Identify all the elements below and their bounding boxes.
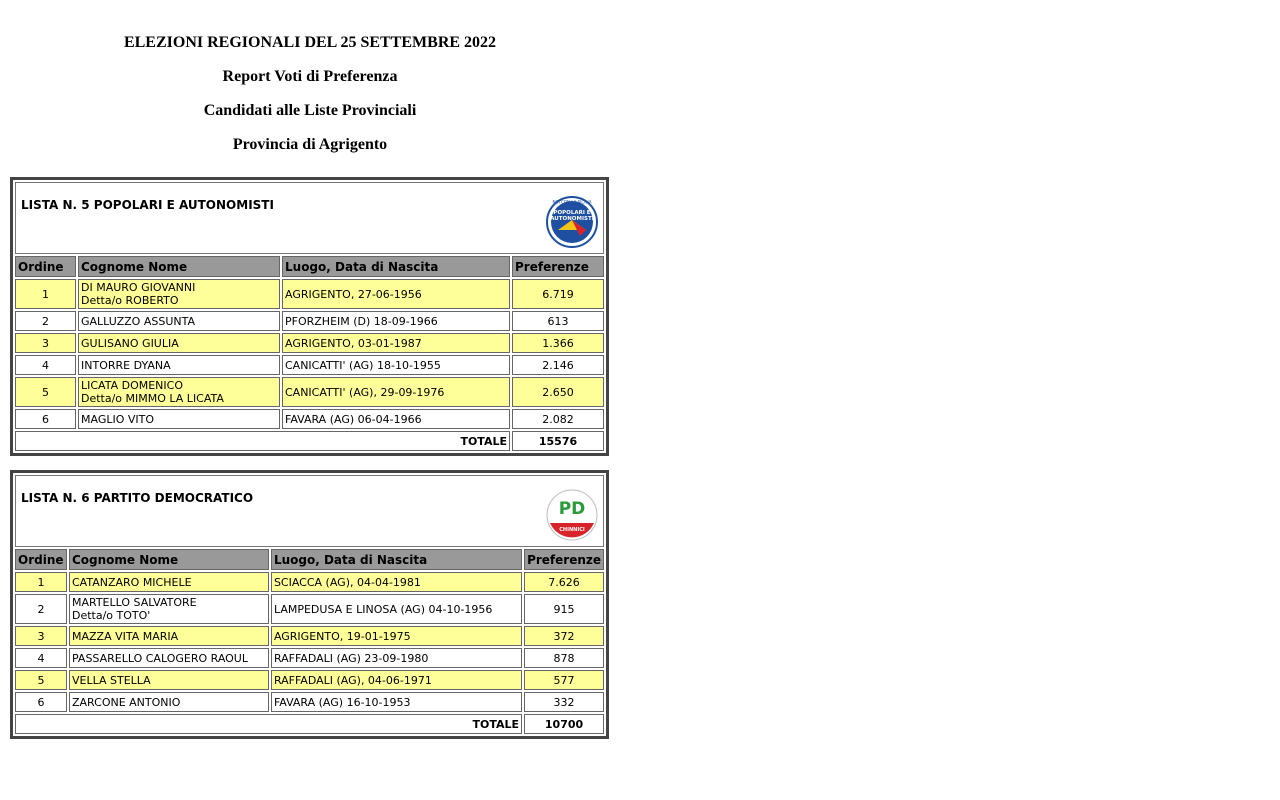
- candidate-name: DI MAURO GIOVANNI: [81, 281, 196, 294]
- totale-row: [15, 714, 604, 734]
- cell-ordine: 1: [15, 279, 76, 309]
- cell-ordine: 6: [15, 409, 76, 429]
- col-cognome-nome: Cognome Nome: [69, 549, 269, 570]
- cell-luogo-data: FAVARA (AG) 06-04-1966: [282, 409, 510, 429]
- cell-luogo-data: AGRIGENTO, 27-06-1956: [282, 279, 510, 309]
- candidate-name: GULISANO GIULIA: [81, 336, 179, 350]
- partito-democratico-logo-icon: [546, 489, 598, 541]
- table-header-row: [15, 256, 604, 277]
- table-body: [15, 572, 604, 712]
- col-preferenze: Preferenze: [512, 256, 604, 277]
- cell-preferenze: 372: [524, 626, 604, 646]
- totale-value: 10700: [524, 714, 604, 734]
- cell-luogo-data: RAFFADALI (AG), 04-06-1971: [271, 670, 522, 690]
- cell-cognome-nome: [69, 670, 269, 690]
- logo-pd-text: PD: [558, 499, 586, 519]
- candidates-table: [13, 254, 606, 453]
- table-row: [15, 626, 604, 646]
- totale-row: [15, 431, 604, 451]
- table-row: [15, 409, 604, 429]
- candidate-name: VELLA STELLA: [71, 673, 151, 687]
- cell-cognome-nome: [78, 409, 280, 429]
- candidate-name: PASSARELLO CALOGERO RAOUL: [71, 651, 248, 665]
- col-luogo-data: Luogo, Data di Nascita: [271, 549, 522, 570]
- logo-top-text: NOI CON LA SICILIA: [552, 199, 592, 205]
- col-cognome-nome: Cognome Nome: [78, 256, 280, 277]
- lista-header: [15, 475, 604, 547]
- table-row: [15, 377, 604, 407]
- table-row: [15, 670, 604, 690]
- cell-luogo-data: SCIACCA (AG), 04-04-1981: [271, 572, 522, 592]
- cell-preferenze: 2.082: [512, 409, 604, 429]
- candidate-name: GALLUZZO ASSUNTA: [81, 314, 196, 328]
- cell-preferenze: 7.626: [524, 572, 604, 592]
- totale-label: TOTALE: [15, 714, 522, 734]
- table-row: [15, 279, 604, 309]
- table-row: [15, 594, 604, 624]
- candidate-alias: Detta/o MIMMO LA LICATA: [81, 392, 224, 405]
- cell-cognome-nome: [69, 626, 269, 646]
- table-body: [15, 279, 604, 429]
- candidate-name: INTORRE DYANA: [81, 358, 171, 372]
- cell-cognome-nome: [78, 333, 280, 353]
- candidate-name: MAGLIO VITO: [81, 412, 155, 426]
- cell-ordine: 4: [15, 355, 76, 375]
- table-row: [15, 333, 604, 353]
- lista-header: [15, 182, 604, 254]
- lista-5-panel: [10, 177, 609, 456]
- logo-line1-text: POPOLARI E: [553, 210, 591, 216]
- candidate-name: MAZZA VITA MARIA: [71, 629, 179, 643]
- cell-luogo-data: CANICATTI' (AG) 18-10-1955: [282, 355, 510, 375]
- logo-bottom-text: CHINNICI: [559, 527, 585, 533]
- cell-cognome-nome: [69, 692, 269, 712]
- cell-preferenze: 2.146: [512, 355, 604, 375]
- cell-cognome-nome: [69, 594, 269, 624]
- candidates-subtitle: Candidati alle Liste Provinciali: [203, 102, 417, 119]
- cell-luogo-data: FAVARA (AG) 16-10-1953: [271, 692, 522, 712]
- logo-line2-text: AUTONOMISTI: [550, 216, 594, 222]
- cell-luogo-data: LAMPEDUSA E LINOSA (AG) 04-10-1956: [271, 594, 522, 624]
- cell-cognome-nome: [78, 355, 280, 375]
- cell-ordine: 2: [15, 311, 76, 331]
- lista-title: LISTA N. 6 PARTITO DEMOCRATICO: [21, 491, 254, 505]
- lista-title: LISTA N. 5 POPOLARI E AUTONOMISTI: [21, 198, 274, 212]
- cell-ordine: 1: [15, 572, 67, 592]
- cell-luogo-data: CANICATTI' (AG), 29-09-1976: [282, 377, 510, 407]
- cell-preferenze: 1.366: [512, 333, 604, 353]
- report-header: [10, 0, 610, 162]
- cell-ordine: 3: [15, 626, 67, 646]
- cell-preferenze: 878: [524, 648, 604, 668]
- table-header-row: [15, 549, 604, 570]
- col-preferenze: Preferenze: [524, 549, 604, 570]
- cell-ordine: 5: [15, 377, 76, 407]
- table-row: [15, 355, 604, 375]
- cell-cognome-nome: [78, 377, 280, 407]
- lista-6-panel: [10, 470, 609, 739]
- table-row: [15, 311, 604, 331]
- col-ordine: Ordine: [15, 549, 67, 570]
- candidate-alias: Detta/o ROBERTO: [81, 294, 179, 307]
- cell-ordine: 3: [15, 333, 76, 353]
- cell-cognome-nome: [69, 572, 269, 592]
- cell-preferenze: 577: [524, 670, 604, 690]
- totale-value: 15576: [512, 431, 604, 451]
- cell-luogo-data: RAFFADALI (AG) 23-09-1980: [271, 648, 522, 668]
- candidates-table: [13, 547, 606, 736]
- cell-preferenze: 332: [524, 692, 604, 712]
- table-row: [15, 648, 604, 668]
- cell-preferenze: 915: [524, 594, 604, 624]
- cell-ordine: 6: [15, 692, 67, 712]
- cell-ordine: 4: [15, 648, 67, 668]
- cell-luogo-data: PFORZHEIM (D) 18-09-1966: [282, 311, 510, 331]
- cell-cognome-nome: [78, 279, 280, 309]
- popolari-autonomisti-logo-icon: [546, 196, 598, 248]
- candidate-alias: Detta/o TOTO': [71, 609, 151, 622]
- col-ordine: Ordine: [15, 256, 76, 277]
- cell-preferenze: 2.650: [512, 377, 604, 407]
- candidate-name: MARTELLO SALVATORE: [71, 596, 197, 609]
- cell-ordine: 5: [15, 670, 67, 690]
- candidate-name: CATANZARO MICHELE: [71, 575, 192, 589]
- col-luogo-data: Luogo, Data di Nascita: [282, 256, 510, 277]
- report-subtitle: Report Voti di Preferenza: [222, 68, 398, 85]
- cell-ordine: 2: [15, 594, 67, 624]
- cell-preferenze: 613: [512, 311, 604, 331]
- cell-cognome-nome: [78, 311, 280, 331]
- province-subtitle: Provincia di Agrigento: [232, 136, 388, 153]
- table-row: [15, 692, 604, 712]
- election-title: ELEZIONI REGIONALI DEL 25 SETTEMBRE 2022: [123, 34, 497, 51]
- totale-label: TOTALE: [15, 431, 510, 451]
- cell-cognome-nome: [69, 648, 269, 668]
- candidate-name: LICATA DOMENICO: [81, 379, 183, 392]
- cell-luogo-data: AGRIGENTO, 19-01-1975: [271, 626, 522, 646]
- cell-luogo-data: AGRIGENTO, 03-01-1987: [282, 333, 510, 353]
- candidate-name: ZARCONE ANTONIO: [71, 695, 181, 709]
- table-row: [15, 572, 604, 592]
- cell-preferenze: 6.719: [512, 279, 604, 309]
